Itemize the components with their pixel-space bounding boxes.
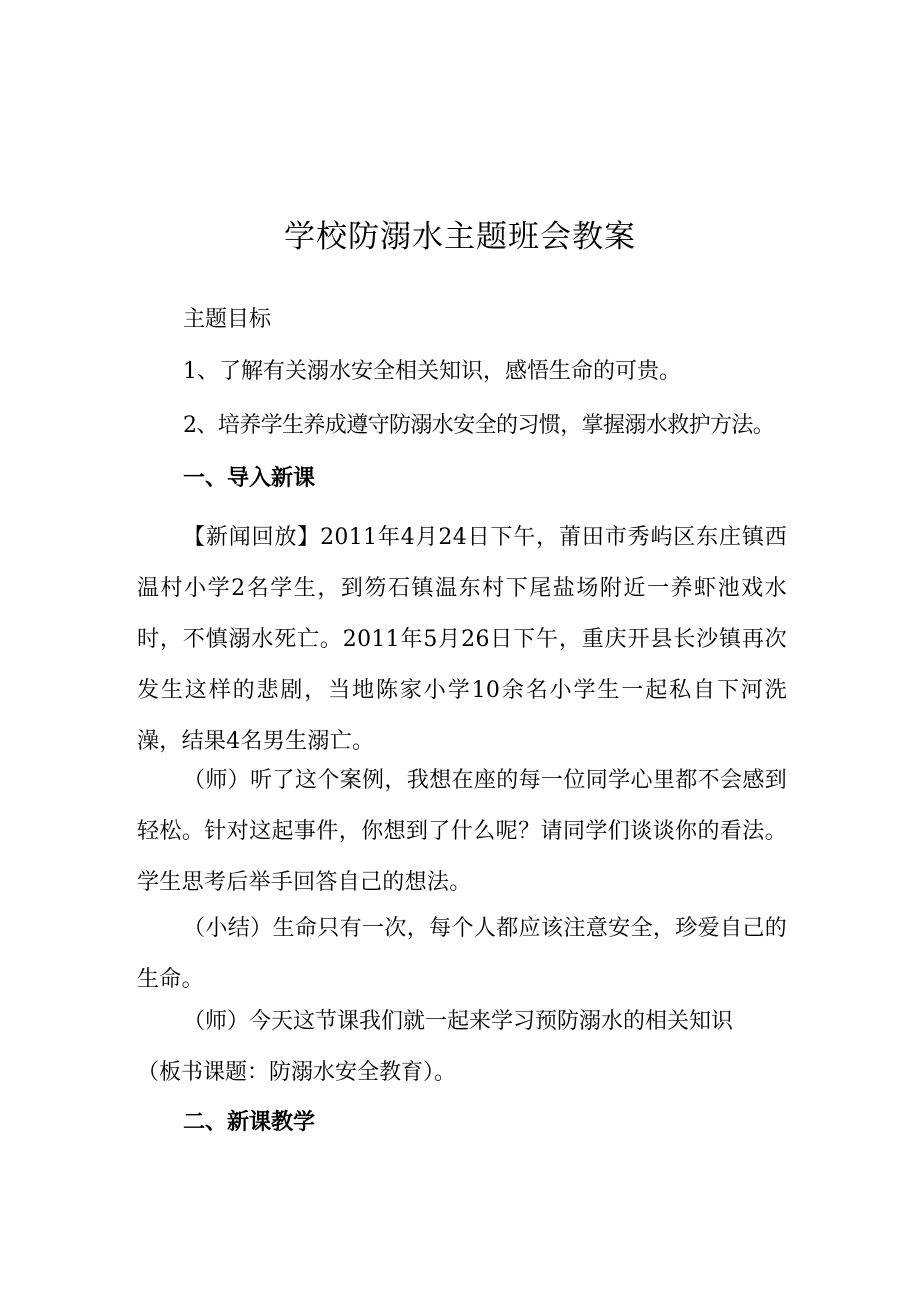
summary-paragraph-text: （小结）生命只有一次，每个人都应该注意安全，珍爱自己的生命。 (137, 916, 787, 992)
news-paragraph-text: 【新闻回放】2011年4月24日下午，莆田市秀屿区东庄镇西温村小学2名学生，到笏石镇温东村下尾盐场附近一养虾池戏水时，不慎溺水死亡。2011年5月26日下午，重庆开县长沙镇再次发生这样的悲剧，当地陈家小学10余名小学生一起私自下河洗澡，结果4名男生溺亡。 (137, 525, 787, 754)
news-paragraph (137, 512, 787, 767)
teacher-paragraph2-line2: （板书课题：防溺水安全教育）。 (137, 1060, 457, 1085)
section-heading-intro: 一、导入新课 (183, 466, 316, 491)
goal-item-2: 2、培养学生养成遵守防溺水安全的习惯，掌握溺水救护方法。 (183, 413, 775, 438)
document-title: 学校防溺水主题班会教案 (284, 219, 636, 255)
goal-heading: 主题目标 (183, 307, 272, 332)
goal-item-1: 1、了解有关溺水安全相关知识，感悟生命的可贵。 (183, 359, 681, 384)
section-heading-new-lesson: 二、新课教学 (183, 1110, 316, 1135)
teacher-paragraph-text: （师）听了这个案例，我想在座的每一位同学心里都不会感到轻松。针对这起事件，你想到了什么呢？请同学们谈谈你的看法。学生思考后举手回答自己的想法。 (137, 768, 787, 895)
teacher-paragraph (137, 755, 787, 908)
teacher-paragraph2-line1: （师）今天这节课我们就一起来学习预防溺水的相关知识 (183, 1009, 734, 1034)
summary-paragraph (137, 903, 787, 1005)
